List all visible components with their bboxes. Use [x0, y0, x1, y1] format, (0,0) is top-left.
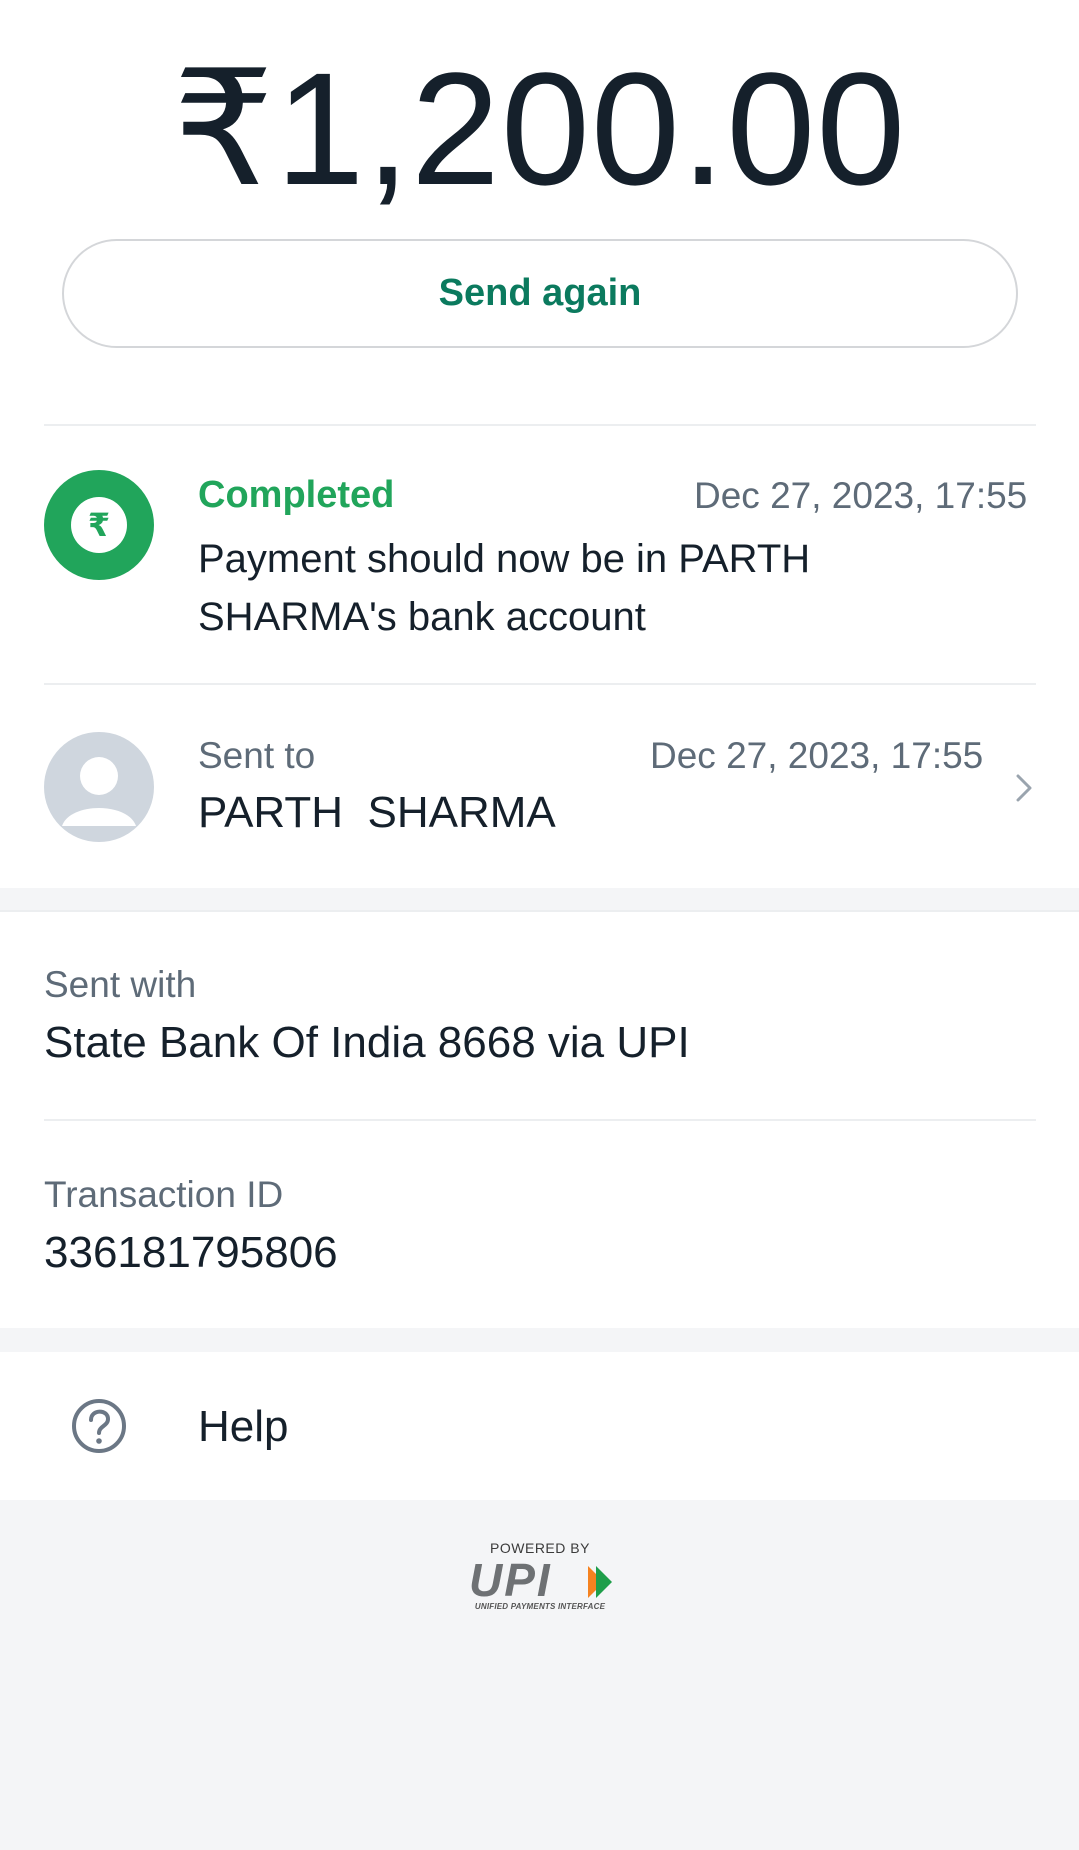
upi-subtitle: UNIFIED PAYMENTS INTERFACE: [474, 1602, 606, 1611]
help-label: Help: [198, 1402, 289, 1451]
avatar: [44, 732, 154, 842]
status-message-line: SHARMA's bank account: [198, 595, 646, 639]
recipient-name: PARTH SHARMA: [198, 788, 556, 837]
rupee-icon: ₹: [71, 497, 127, 553]
powered-by-text: POWERED BY: [490, 1540, 590, 1556]
transaction-id-value[interactable]: 336181795806: [44, 1228, 338, 1277]
status-message-line: Payment should now be in PARTH: [198, 537, 811, 581]
status-timestamp: Dec 27, 2023, 17:55: [694, 475, 1028, 516]
status-message: [198, 530, 958, 646]
send-again-button[interactable]: Send again: [62, 239, 1018, 348]
payment-summary-card: [0, 0, 1079, 888]
divider: [44, 424, 1036, 426]
help-icon: [70, 1397, 128, 1455]
chevron-right-icon[interactable]: [1012, 768, 1036, 808]
status-label: Completed: [198, 474, 395, 516]
sent-to-label: Sent to: [198, 735, 316, 776]
divider: [44, 683, 1036, 685]
recipient-timestamp: Dec 27, 2023, 17:55: [650, 735, 984, 776]
sent-with-label: Sent with: [44, 964, 197, 1005]
completed-status-icon: [44, 470, 154, 580]
upi-logo: [466, 1540, 614, 1616]
upi-wordmark: [466, 1558, 614, 1604]
payment-amount: ₹1,200.00: [172, 39, 907, 218]
sent-with-value: State Bank Of India 8668 via UPI: [44, 1018, 690, 1067]
transaction-id-label: Transaction ID: [44, 1174, 284, 1215]
upi-wordmark-text: UPI: [469, 1558, 552, 1604]
help-row[interactable]: [0, 1352, 1079, 1500]
person-icon: [44, 732, 154, 842]
transaction-details-card: [0, 912, 1079, 1328]
divider: [44, 1119, 1036, 1121]
